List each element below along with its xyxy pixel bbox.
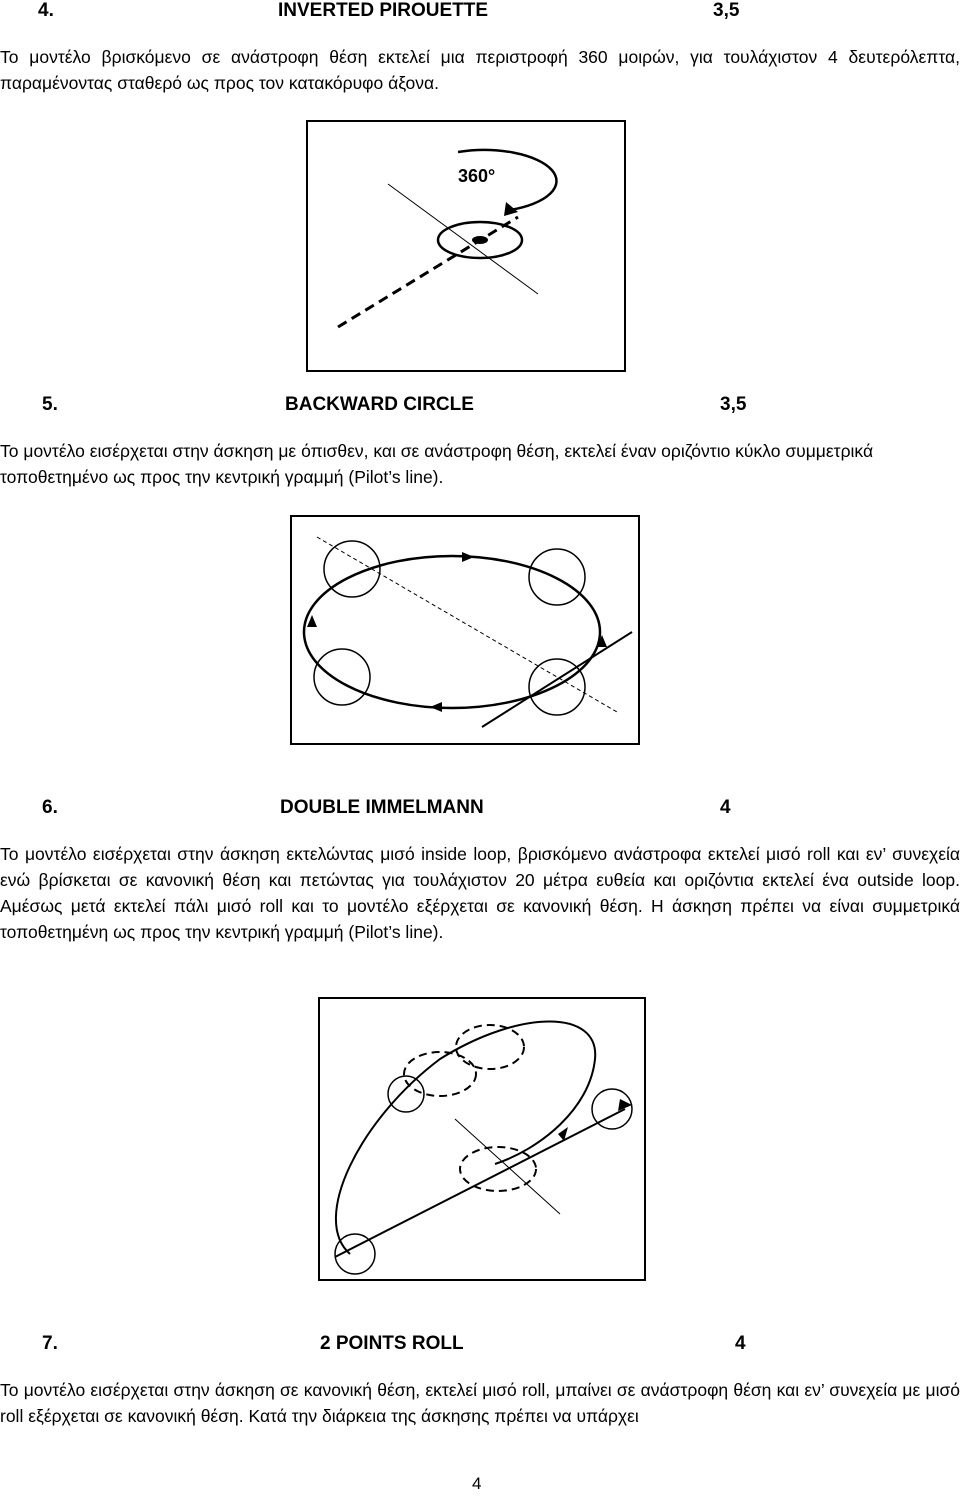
section-4-title: INVERTED PIROUETTE <box>278 0 489 21</box>
figure-inverted-pirouette <box>306 120 626 372</box>
figure-double-immelmann <box>318 997 646 1281</box>
page-number: 4 <box>472 1474 482 1493</box>
section-7-text: Το μοντέλο εισέρχεται στην άσκηση σε κανονική θέση, εκτελεί μισό roll, μπαίνει σε ανάστροφη θέση και εν’ συνεχεία με μισό roll εξέρχεται σε κανονική θέση. Κατά την διάρκεια της άσκησης πρέπει να υπάρχει <box>0 1380 960 1426</box>
section-4-number: 4. <box>38 0 54 21</box>
section-5-k-factor: 3,5 <box>720 394 747 415</box>
figure-360-label: 360° <box>458 166 496 186</box>
section-5-title: BACKWARD CIRCLE <box>285 394 474 415</box>
section-5-number: 5. <box>42 394 58 415</box>
section-6-text: Το μοντέλο εισέρχεται στην άσκηση εκτελώντας μισό inside loop, βρισκόμενο ανάστροφα εκτελεί μισό roll και εν’ συνεχεία ενώ βρίσκεται σε κανονική θέση και πετώντας για τουλάχιστον 20 μέτρα ευθεία και οριζόντια εκτελεί ένα outside loop. Αμέσως μετά εκτελεί πάλι μισό roll και το μοντέλο εξέρχεται σε κανονική θέση. Η άσκηση πρέπει να είναι συμμετρικά τοποθετημένη ως προς την κεντρική γραμμή (Pilot’s line). <box>0 844 960 942</box>
figure-backward-circle <box>290 515 640 745</box>
section-7-k-factor: 4 <box>735 1333 746 1354</box>
section-5-text: Το μοντέλο εισέρχεται στην άσκηση με όπισθεν, και σε ανάστροφη θέση, εκτελεί έναν οριζόντιο κύκλο συμμετρικά τοποθετημένο ως προς την κεντρική γραμμή (Pilot’s line). <box>0 441 874 487</box>
section-6-k-factor: 4 <box>720 797 731 818</box>
section-7-title: 2 POINTS ROLL <box>320 1333 464 1354</box>
section-4-text: Το μοντέλο βρισκόμενο σε ανάστροφη θέση εκτελεί μια περιστροφή 360 μοιρών, για τουλάχιστον 4 δευτερόλεπτα, παραμένοντας σταθερό ως προς τον κατακόρυφο άξονα. <box>0 47 960 93</box>
section-6-number: 6. <box>42 797 58 818</box>
section-6-title: DOUBLE IMMELMANN <box>280 797 484 818</box>
section-4-k-factor: 3,5 <box>713 0 740 21</box>
section-7-number: 7. <box>42 1333 58 1354</box>
